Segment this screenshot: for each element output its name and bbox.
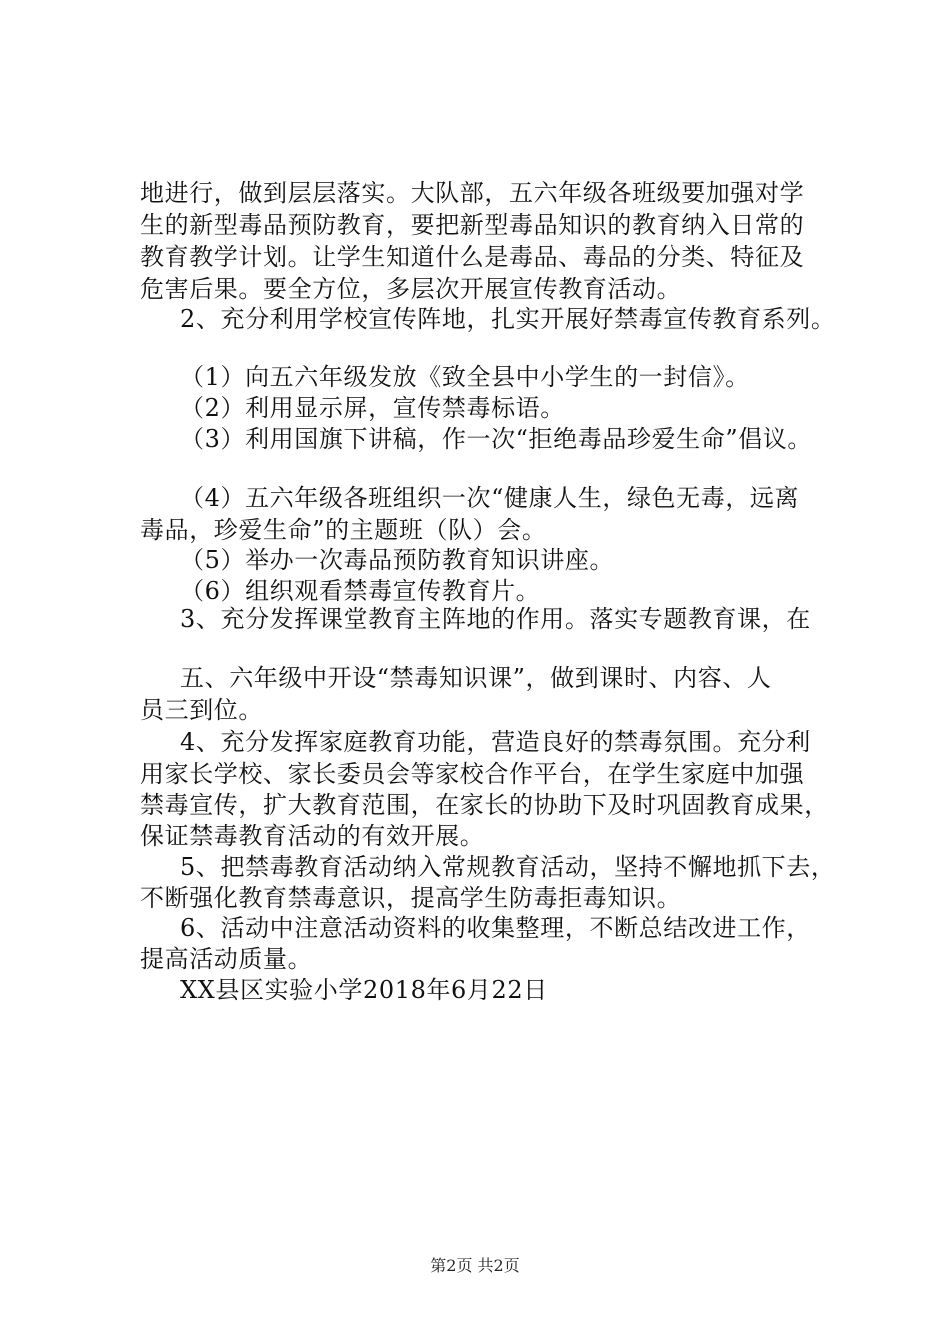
body-line: （1）向五六年级发放《致全县中小学生的一封信》。 [180, 363, 750, 391]
body-line: 毒品，珍爱生命”的主题班（队）会。 [140, 516, 547, 544]
body-line: （3）利用国旗下讲稿，作一次“拒绝毒品珍爱生命”倡议。 [180, 425, 813, 453]
body-line: （4）五六年级各班组织一次“健康人生，绿色无毒，远离 [180, 484, 800, 512]
body-line: 4、充分发挥家庭教育功能，营造良好的禁毒氛围。充分利 [180, 728, 811, 756]
body-line: 地进行，做到层层落实。大队部，五六年级各班级要加强对学 [140, 179, 805, 207]
body-line: 2、充分利用学校宣传阵地，扎实开展好禁毒宣传教育系列。 [180, 305, 836, 333]
body-line: 不断强化教育禁毒意识，提高学生防毒拒毒知识。 [140, 884, 682, 912]
signature-line: XX县区实验小学2018年6月22日 [180, 976, 548, 1004]
body-line: 用家长学校、家长委员会等家校合作平台，在学生家庭中加强 [140, 760, 805, 788]
body-line: 3、充分发挥课堂教育主阵地的作用。落实专题教育课，在 [180, 605, 811, 633]
page-footer: 第2页 共2页 [430, 1256, 520, 1275]
body-line: （6）组织观看禁毒宣传教育片。 [180, 577, 541, 605]
body-line: 提高活动质量。 [140, 945, 313, 973]
body-line: 生的新型毒品预防教育，要把新型毒品知识的教育纳入日常的 [140, 211, 805, 239]
body-line: 危害后果。要全方位，多层次开展宣传教育活动。 [140, 275, 682, 303]
body-line: 保证禁毒教育活动的有效开展。 [140, 822, 485, 850]
body-line: （5）举办一次毒品预防教育知识讲座。 [180, 546, 615, 574]
body-line: 5、把禁毒教育活动纳入常规教育活动，坚持不懈地抓下去， [180, 853, 836, 881]
body-line: 教育教学计划。让学生知道什么是毒品、毒品的分类、特征及 [140, 243, 805, 271]
body-line: 6、活动中注意活动资料的收集整理，不断总结改进工作， [180, 914, 811, 942]
body-line: （2）利用显示屏，宣传禁毒标语。 [180, 394, 565, 422]
body-line: 员三到位。 [140, 696, 263, 724]
body-line: 五、六年级中开设“禁毒知识课”，做到课时、内容、人 [180, 664, 772, 692]
body-line: 禁毒宣传，扩大教育范围，在家长的协助下及时巩固教育成果， [140, 791, 829, 819]
